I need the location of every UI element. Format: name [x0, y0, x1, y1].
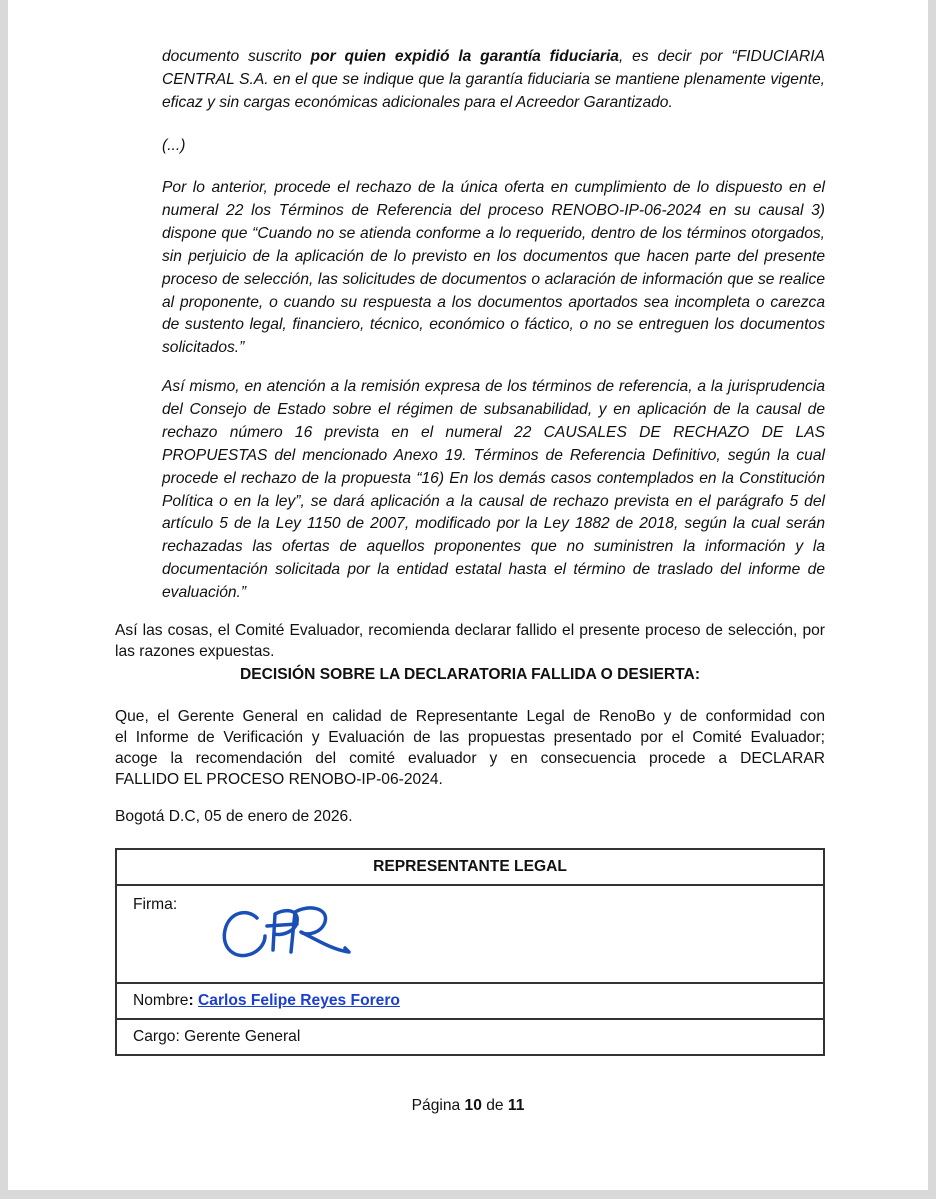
text-line: artículo 5 de la Ley 1150 de 2007, modificado por la Ley 1882 de 2018, según la cual serán [162, 515, 825, 533]
text-line: Así las cosas, el Comité Evaluador, recomienda declarar fallido el presente proceso de selección, por [115, 622, 825, 639]
page-separator: de [481, 1097, 508, 1114]
text-segment: documento suscrito [162, 48, 311, 65]
text-line: rechazo número 16 prevista en el numeral 22 CAUSALES DE RECHAZO DE LAS [162, 423, 825, 441]
text-line: Por lo anterior, procede el rechazo de la única oferta en cumplimiento de lo dispuesto en el [162, 179, 825, 196]
decision-heading: DECISIÓN SOBRE LA DECLARATORIA FALLIDA O DESIERTA: [239, 666, 701, 683]
text-line: procede el rechazo de la propuesta “16) En los demás casos contemplados en la Constitución [162, 469, 825, 487]
text-line: evaluación.” [162, 584, 247, 602]
text-line [162, 46, 825, 69]
quoted-paragraph-3 [162, 376, 825, 605]
text-line: Que, el Gerente General en calidad de Representante Legal de RenoBo y de conformidad con [115, 708, 825, 725]
text-line: acoge la recomendación del comité evaluador y en consecuencia procede a DECLARAR [115, 750, 825, 767]
text-line: numeral 22 los Términos de Referencia del proceso RENOBO-IP-06-2024 en su causal 3) [162, 201, 825, 219]
recommendation-paragraph [115, 620, 825, 662]
text-line: solicitados.” [162, 339, 245, 357]
text-line: sin perjuicio de la aplicación de lo previsto en los documentos que hacen parte del presente [162, 247, 825, 265]
text-line: rechazadas las ofertas de aquellos proponentes que no suministren la información y la [162, 538, 825, 556]
page-number [0, 1097, 936, 1115]
quoted-paragraph-2 [162, 177, 825, 360]
text-line: Política o en la ley”, se dará aplicación a la causal de rechazo prevista en el parágrafo 5 del [162, 492, 825, 510]
nombre-colon: : [188, 992, 194, 1009]
text-line: CENTRAL S.A. en el que se indique que la garantía fiduciaria se mantiene plenamente vigente, [162, 70, 825, 88]
decision-paragraph [115, 706, 825, 790]
signature-table [115, 848, 825, 1056]
bold-text-segment: por quien expidió la garantía fiduciaria [310, 48, 619, 65]
firma-label: Firma: [133, 896, 178, 913]
text-segment: , es decir por “FIDUCIARIA [618, 48, 826, 65]
table-header: REPRESENTANTE LEGAL [116, 849, 824, 885]
text-line: de sustento legal, financiero, técnico, económico o fáctico, o no se entreguen los documentos [162, 316, 825, 334]
text-line: documentación solicitada por la entidad estatal hasta el término de traslado del informe de [162, 561, 825, 579]
text-line: Así mismo, en atención a la remisión expresa de los términos de referencia, a la jurisprudencia [162, 378, 825, 395]
text-line: proceso de selección, las solicitudes de documentos o aclaración de información que se realice [162, 270, 825, 288]
text-line: dispone que “Cuando no se atienda conforme a lo requerido, dentro de los términos otorgados, [162, 224, 825, 242]
nombre-label: Nombre [133, 992, 189, 1009]
current-page: 10 [464, 1097, 482, 1114]
text-line: del Consejo de Estado sobre el régimen de subsanabilidad, y en aplicación de la causal de [162, 400, 825, 418]
text-line: PROPUESTAS del mencionado Anexo 19. Términos de Referencia Definitivo, según la cual [162, 446, 825, 464]
firma-cell [116, 885, 824, 983]
cargo-cell: Cargo: Gerente General [116, 1019, 824, 1055]
text-line: las razones expuestas. [115, 643, 275, 660]
ellipsis: (...) [162, 137, 186, 154]
text-line: al proponente, o cuando su respuesta a los documentos aportados sea incompleta o carezca [162, 293, 825, 311]
total-pages: 11 [507, 1097, 525, 1114]
nombre-cell [116, 983, 824, 1019]
text-line: eficaz y sin cargas económicas adicionales para el Acreedor Garantizado. [162, 93, 673, 111]
date-line: Bogotá D.C, 05 de enero de 2026. [115, 808, 353, 825]
text-line: FALLIDO EL PROCESO RENOBO-IP-06-2024. [115, 771, 443, 788]
signature-image [217, 900, 397, 966]
quoted-paragraph-1 [162, 46, 825, 115]
text-line: el Informe de Verificación y Evaluación de las propuestas presentado por el Comité Evaluador; [115, 729, 825, 746]
nombre-link[interactable]: Carlos Felipe Reyes Forero [198, 992, 400, 1009]
page-prefix: Página [411, 1097, 465, 1114]
